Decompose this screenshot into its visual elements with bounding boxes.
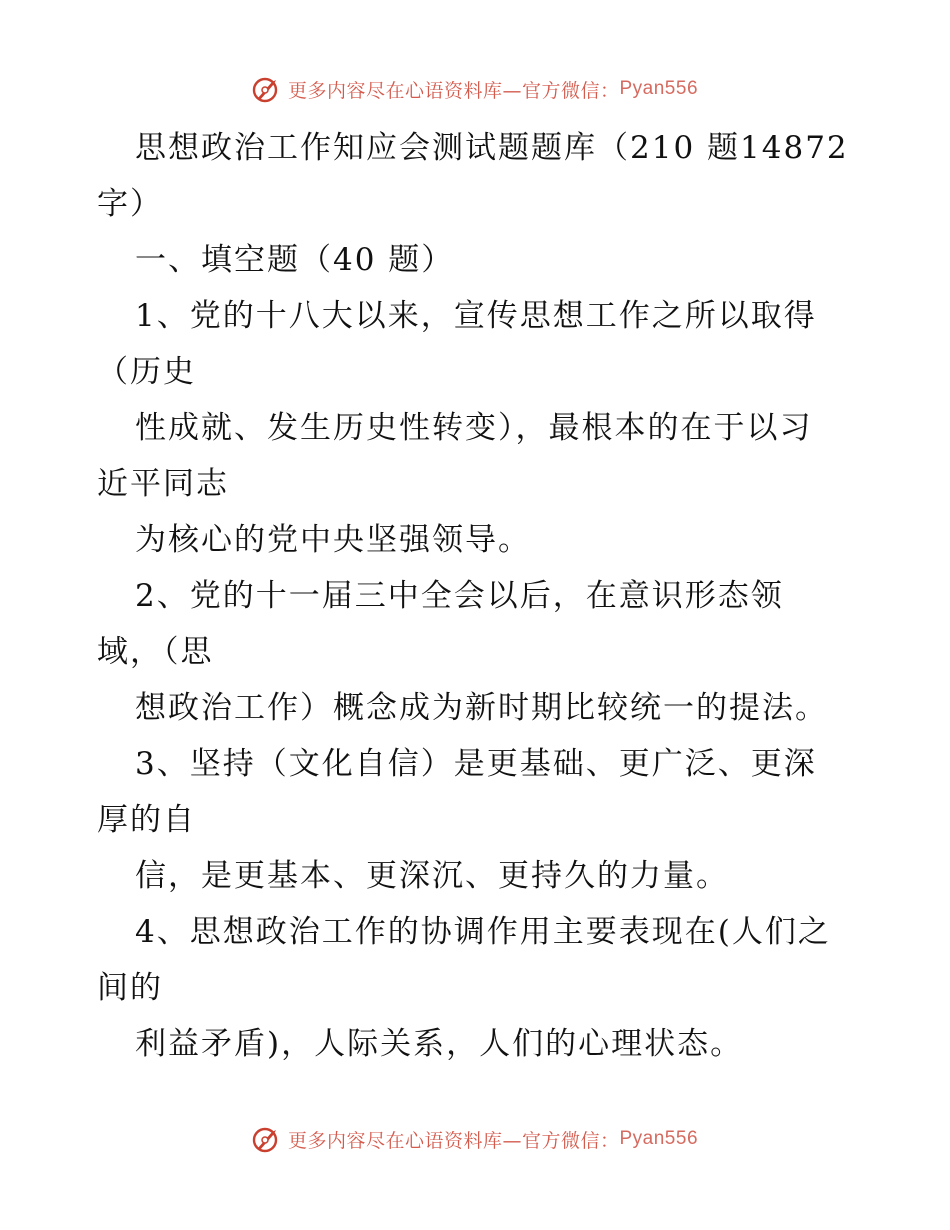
section-heading: 一、填空题（40 题） [135, 242, 455, 278]
paragraph-line: 想政治工作）概念成为新时期比较统一的提法。 [135, 690, 828, 726]
paragraph-line: 域，（思 [97, 634, 214, 670]
paragraph-line: 为核心的党中央坚强领导。 [135, 522, 531, 558]
watermark-footer [0, 1124, 950, 1154]
document-body [97, 120, 857, 1072]
paragraph-line: 厚的自 [97, 802, 196, 838]
pen-circle-icon [252, 74, 282, 104]
watermark-wechat-id: Pyan556 [619, 78, 699, 99]
doc-title-line: 思想政治工作知应会测试题题库（210 题14872 [135, 130, 849, 166]
paragraph-line: 3、坚持（文化自信）是更基础、更广泛、更深 [135, 746, 817, 782]
paragraph-line: 2、党的十一届三中全会以后，在意识形态领 [135, 578, 784, 614]
paragraph-line: 1、党的十八大以来，宣传思想工作之所以取得 [135, 298, 817, 334]
watermark-header [0, 74, 950, 104]
watermark-text: 更多内容尽在心语资料库—官方微信： [287, 79, 620, 102]
paragraph-line: 性成就、发生历史性转变），最根本的在于以习 [135, 410, 813, 446]
paragraph-line: 间的 [97, 970, 163, 1006]
paragraph-line: 信，是更基本、更深沉、更持久的力量。 [135, 858, 729, 894]
pen-circle-icon [252, 1124, 282, 1154]
doc-title-line-cont: 字） [97, 186, 163, 222]
paragraph-line: 近平同志 [97, 466, 229, 502]
watermark-text: 更多内容尽在心语资料库—官方微信： [287, 1129, 620, 1152]
paragraph-line: 利益矛盾)，人际关系，人们的心理状态。 [135, 1026, 744, 1062]
watermark-wechat-id: Pyan556 [619, 1128, 699, 1149]
paragraph-line: 4、思想政治工作的协调作用主要表现在(人们之 [135, 914, 831, 950]
paragraph-line: （历史 [97, 354, 196, 390]
